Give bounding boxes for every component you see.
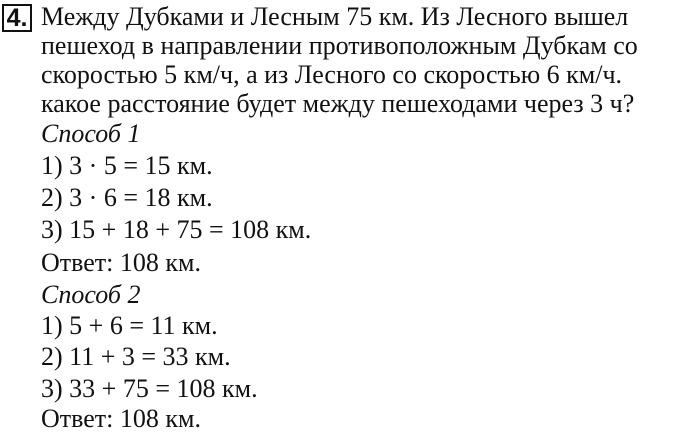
method-2-answer: Ответ: 108 км. [41,404,201,433]
method-1-heading: Способ 1 [41,119,141,148]
method-1-step-1: 1) 3 · 5 = 15 км. [41,151,213,180]
method-2-step-3: 3) 33 + 75 = 108 км. [41,374,258,403]
problem-number-box: 4. [2,4,32,32]
method-1-step-3: 3) 15 + 18 + 75 = 108 км. [41,215,312,244]
method-2-step-2: 2) 11 + 3 = 33 км. [41,342,231,371]
problem-text-line-2: пешеход в направлении противоположным Дубкам со [41,31,638,60]
method-2-heading: Способ 2 [41,280,141,309]
method-1-answer: Ответ: 108 км. [41,248,201,277]
method-2-step-1: 1) 5 + 6 = 11 км. [41,311,218,340]
method-1-step-2: 2) 3 · 6 = 18 км. [41,183,213,212]
problem-text-line-3: скоростью 5 км/ч, а из Лесного со скоростью 6 км/ч. [41,60,623,89]
problem-text-line-4: какое расстояние будет между пешеходами через 3 ч? [41,89,635,118]
problem-text-line-1: Между Дубками и Лесным 75 км. Из Лесного вышел [41,2,629,31]
